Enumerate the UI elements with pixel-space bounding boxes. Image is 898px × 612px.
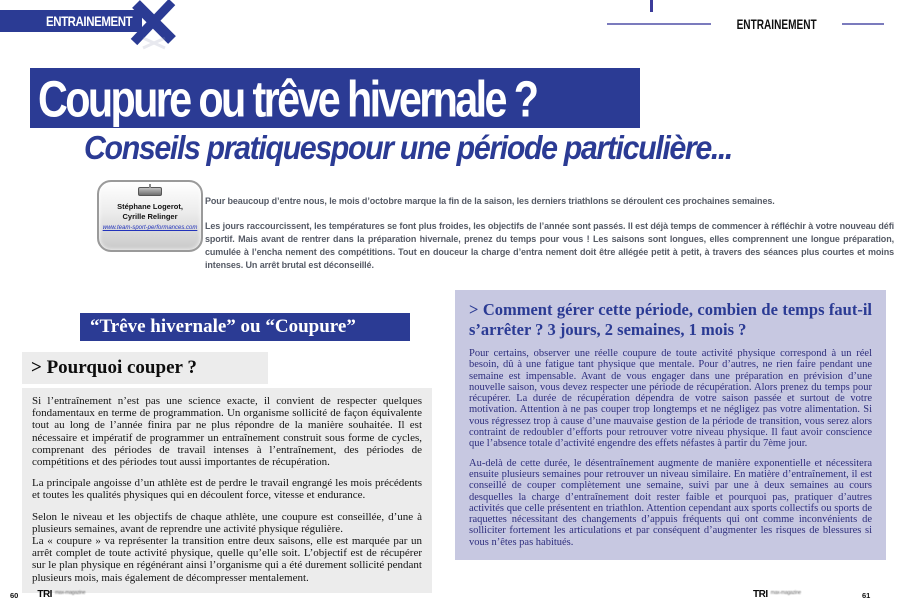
right-paragraph-2: Au-delà de cette durée, le désentraînement augmente de manière exponentielle et nécessitera ensuite plusieurs semaines pour retrouver un niveau similaire. En matière d’entraînement, il est conseillé de couper complètement une semaine, suivi par une à deux semaines au cours desquelles la charge d’entraînement doit rester faible et pourquoi pas, pratiquer d’autres activités que celle présentent en triathlon. Attention cependant aux sports collectifs ou sports de raquettes nécessitant des changements d’appuis fréquents qui ont comme inconvénients de solliciter fortement les articulations et par conséquent d’augmenter les risques de blessures si vous n’êtes pas habitués.	[469, 457, 872, 548]
footer-left	[10, 591, 85, 600]
page-fold-mark	[650, 0, 653, 12]
magazine-logo-suffix: max-magazine	[54, 590, 86, 596]
intro-paragraph-1: Pour beaucoup d’entre nous, le mois d’octobre marque la fin de la saison, les derniers triathlons se déroulent ces prochaines semaines.	[205, 196, 775, 206]
header-rule-left	[607, 23, 711, 25]
left-section-heading: > Pourquoi couper ?	[22, 352, 268, 384]
author-card	[97, 180, 203, 252]
footer-right	[753, 591, 870, 600]
right-page-number: 61	[862, 591, 871, 600]
left-body-panel	[22, 388, 432, 593]
author-names	[117, 202, 183, 222]
right-paragraph-1: Pour certains, observer une réelle coupure de toute activité physique correspond à un réel besoin, dû à une fatigue tant physique que mentale. Pour d’autres, ne rien faire pendant une semaine est impensable. Avant de vous engager dans une préparation en prévision d’une nouvelle saison, vous devez respecter une période de récupération. Alors prenez du temps pour récupérer. La durée de récupération dépendra de votre saison passée et surtout de votre motivation. Attention à ne pas couper trop longtemps et ne négligez pas votre alimentation. Si vous régressez trop à cause d’une mauvaise gestion de la période de transition, vous serez alors contraint de redoubler d’efforts pour retrouver votre niveau physique. Il faut avoir conscience que l’absence totale d’activité engendre des effets néfastes à partir du 7ème jour.	[469, 348, 872, 450]
right-section-heading: > Comment gérer cette période, combien de temps faut-il s’arrêter ? 3 jours, 2 semaines, 1 mois ?	[469, 300, 872, 339]
left-page-number: 60	[10, 591, 19, 600]
article-title: Coupure ou trêve hivernale ?	[38, 69, 537, 127]
author-website-link[interactable]: www.team-sport-performances.com	[102, 225, 198, 231]
left-paragraph-3: Selon le niveau et les objectifs de chaque athlète, une coupure est conseillée, d’une à plusieurs semaines, avant de reprendre une activité physique régulière.	[32, 510, 422, 535]
intro-block	[205, 196, 894, 272]
magazine-logo-right-suffix: max-magazine	[770, 590, 801, 596]
magazine-logo-right: TRI	[753, 589, 768, 600]
left-paragraph-1: Si l’entraînement n’est pas une science exacte, il convient de respecter quelques fondamentaux en terme de programmation. Un organisme sollicité de façon équivalente tout au long de l’année finira par ne plus répondre de la manière souhaitée. Il est nécessaire et impératif de programmer un entraînement construit sous forme de cycles, comprenant des périodes de travail intenses à l’entraînement, des périodes de compétitions et des périodes tout aussi importantes de récupération.	[32, 395, 422, 469]
header-rule-right	[842, 23, 884, 25]
magazine-logo: TRI	[37, 589, 52, 600]
author-name-2: Cyrille Relinger	[122, 212, 178, 221]
intro-paragraph-2: Les jours raccourcissent, les températures se font plus froides, les objectifs de l’année sont passés. Il est déjà temps de commencer à réfléchir à votre nouveau défi sportif. Mais avant de rentrer dans la préparation hivernale, prenez du temps pour vous ! Les saisons sont longues, elles comprennent une longue préparation, cumulée à l’encha nement des compétitions. Tout en douceur la charge d’entra nement doit être allégée petit à petit, à travers des séances plus courtes et moins intenses. Un arrêt brutal est déconseillé.	[205, 221, 894, 270]
article-subtitle: Conseils pratiquespour une période particulière...	[84, 129, 732, 166]
right-body-panel	[455, 290, 886, 560]
keyboard-icon	[138, 187, 162, 196]
right-header-label: ENTRAINEMENT	[736, 16, 817, 32]
left-header-label: ENTRAINEMENT	[45, 13, 132, 29]
left-page-header-banner	[0, 10, 142, 32]
section-banner: “Trêve hivernale” ou “Coupure”	[80, 313, 410, 341]
author-name-1: Stéphane Logerot,	[117, 202, 183, 211]
left-paragraph-4: La « coupure » va représenter la transition entre deux saisons, elle est marquée par un arrêt complet de toute activité physique, quelle qu’elle soit. L’objectif est de récupérer sur le plan physique en régénérant ainsi l’organisme qui a été durement sollicité pendant plusieurs mois, mais également de décompresser mentalement.	[32, 535, 422, 584]
brush-x-shadow-icon	[141, 36, 167, 50]
article-title-bar	[30, 68, 640, 128]
right-page-header	[607, 16, 884, 32]
left-paragraph-2: La principale angoisse d’un athlète est de perdre le travail engrangé les mois précédents et toutes les qualités physiques qui en découlent force, vitesse et endurance.	[32, 477, 422, 502]
